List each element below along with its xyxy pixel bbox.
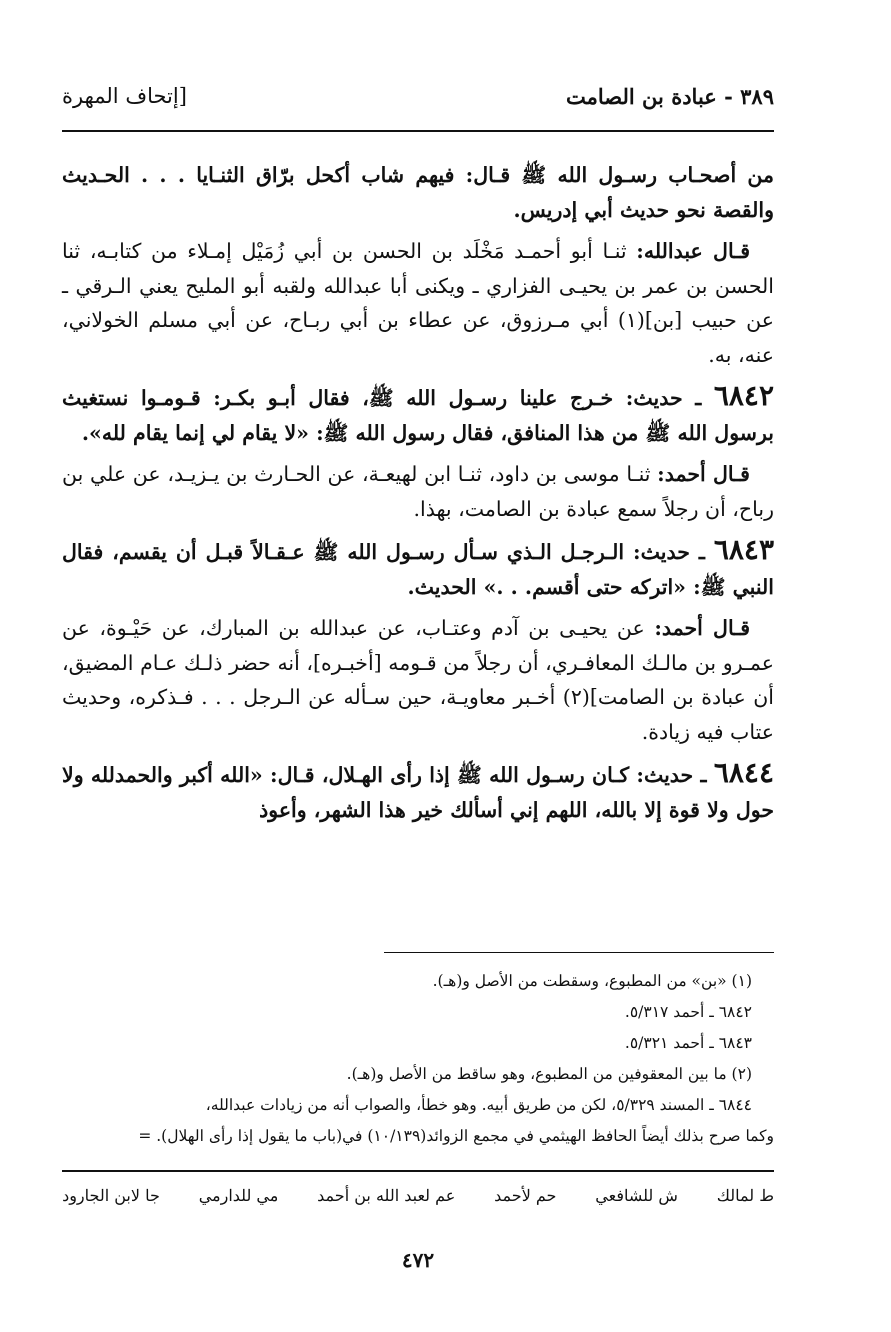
- footnote-rule: [384, 952, 774, 953]
- footnote: (١) «بن» من المطبوع، وسقطت من الأصل و(هـ).: [432, 972, 752, 990]
- footnote: ٦٨٤٤ ـ المسند ٥/٣٢٩، لكن من طريق أبيه. وهو خطأ، والصواب أنه من زيادات عبدالله،: [205, 1096, 752, 1114]
- abbreviation-legend: [62, 1186, 774, 1205]
- abbreviation-item: عم لعبد الله بن أحمد: [317, 1186, 456, 1205]
- footnote: ٦٨٤٢ ـ أحمد ٥/٣١٧.: [624, 1003, 752, 1021]
- main-text: [62, 158, 774, 834]
- abbreviation-item: مي للدارمي: [198, 1186, 279, 1205]
- page-number: ٤٧٢: [401, 1248, 435, 1272]
- hadith-text: ـ حديث: خـرج علينا رسـول الله ﷺ، فقال أبـو بكـر: قـومـوا نستغيث برسول الله ﷺ من هذا المنافق، فقال رسول الله ﷺ: «لا يقام لي إنما يقام لله».: [62, 386, 774, 445]
- paragraph-text: عن يحيـى بن آدم وعتـاب، عن عبدالله بن المبارك، عن حَيْـوة، عن عمـرو بن مالـك المعافـري، أن رجلاً من قـومه [أخبـره]، أنه حضر ذلـك عـام المضيق، أن عبادة بن الصامت](٢) أخـبر معاويـة، حين سـأله عن الـرجل . . . فـذكره، وحديث عتاب فيه زيادة.: [62, 616, 774, 744]
- hadith-6842: [62, 379, 774, 450]
- header-rule: [62, 130, 774, 132]
- abbreviation-item: ش للشافعي: [595, 1186, 678, 1205]
- paragraph-text: ثنـا أبو أحمـد مَخْلَد بن الحسن بن أبي زُمَيْل إمـلاء من كتابـه، ثنا الحسن بن عمر بن يحيـى الفزاري ـ ويكنى أبا عبدالله ولقبه أبو المليح يعني الـرقي ـ عن حبيب [بن](١) أبي مـرزوق، عن عطاء بن أبي ربـاح، عن أبي مسلم الخولاني، عنه، به.: [62, 239, 774, 367]
- paragraph-chain: [62, 611, 774, 749]
- paragraph-lead: قـال عبدالله:: [636, 239, 750, 263]
- page-content: [62, 0, 774, 1332]
- footnote: (٢) ما بين المعقوفين من المطبوع، وهو ساقط من الأصل و(هـ).: [346, 1065, 752, 1083]
- paragraph-lead: قـال أحمد:: [657, 462, 750, 486]
- hadith-6844: [62, 756, 774, 827]
- footnote: ٦٨٤٣ ـ أحمد ٥/٣٢١.: [624, 1034, 752, 1052]
- footer-rule: [62, 1170, 774, 1172]
- paragraph-intro: [62, 158, 774, 227]
- hadith-number: ٦٨٤٢: [713, 379, 774, 412]
- paragraph-lead: قـال أحمد:: [654, 616, 750, 640]
- paragraph-text: ثنـا موسى بن داود، ثنـا ابن لهيعـة، عن الحـارث بن يـزيـد، عن علي بن رباح، أن رجلاً سمع عبادة بن الصامت، بهذا.: [62, 462, 774, 521]
- paragraph-text: من أصحـاب رسـول الله ﷺ قـال: فيهم شاب أكحل برّاق الثنـايا . . . الحـديث والقصة نحو حديث أبي إدريس.: [62, 163, 774, 222]
- paragraph-chain: [62, 457, 774, 526]
- abbreviation-item: ط لمالك: [716, 1186, 774, 1205]
- footnote: وكما صرح بذلك أيضاً الحافظ الهيثمي في مجمع الزوائد(١٠/١٣٩) في(باب ما يقول إذا رأى الهلال). =: [138, 1127, 774, 1145]
- hadith-number: ٦٨٤٣: [713, 533, 774, 566]
- running-header: [62, 84, 774, 118]
- paragraph-chain: [62, 234, 774, 372]
- hadith-text: ـ حديث: الـرجـل الـذي سـأل رسـول الله ﷺ عـقـالاً قبـل أن يقسم، فقال النبي ﷺ: «اتركه حتى أقسم. . .» الحديث.: [62, 540, 774, 599]
- abbreviation-item: جا لابن الجارود: [62, 1186, 160, 1205]
- hadith-text: ـ حديث: كـان رسـول الله ﷺ إذا رأى الهـلال، قـال: «الله أكبر والحمدلله ولا حول ولا قوة إلا بالله، اللهم إني أسألك خير هذا الشهر، وأعوذ: [62, 763, 774, 822]
- footnotes: [62, 966, 774, 1152]
- abbreviation-item: حم لأحمد: [494, 1186, 557, 1205]
- header-book-title: [إتحاف المهرة: [62, 84, 187, 108]
- header-chapter-title: ٣٨٩ - عبادة بن الصامت: [566, 84, 774, 109]
- hadith-6843: [62, 533, 774, 604]
- hadith-number: ٦٨٤٤: [713, 756, 774, 789]
